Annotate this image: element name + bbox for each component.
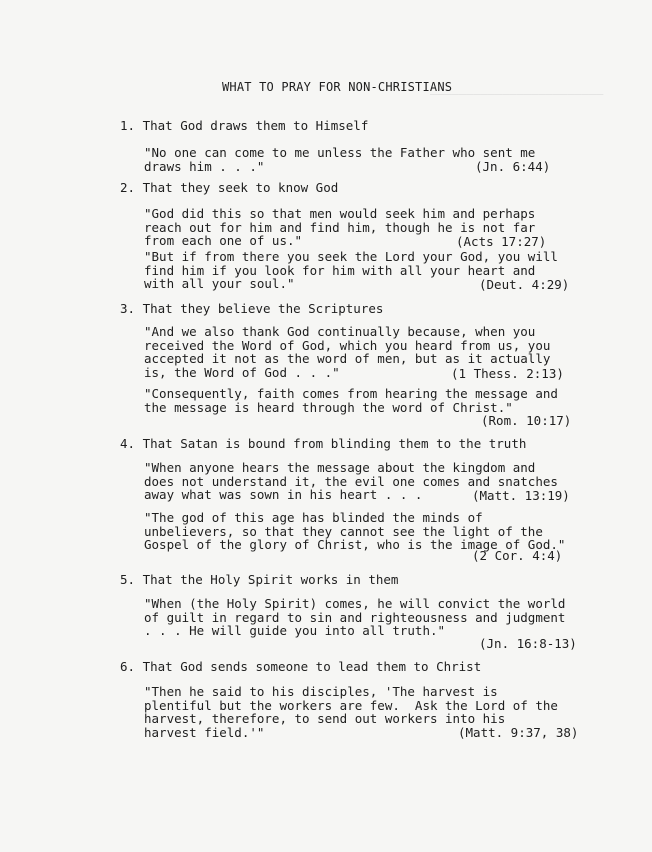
quote-line: received the Word of God, which you heard from us, you <box>144 337 551 353</box>
quote-line: "Consequently, faith comes from hearing the message and <box>144 386 558 401</box>
reverse-bleed-through: ________________________ <box>430 81 604 95</box>
quote-line: does not understand it, the evil one comes and snatches <box>144 473 558 489</box>
quote-line: from each one of us." <box>144 233 303 248</box>
scripture-quote <box>144 387 584 414</box>
quote-line: . . . He will guide you into all truth." <box>144 623 446 638</box>
scripture-reference: (Jn. 6:44) <box>475 159 551 174</box>
quote-line: harvest, therefore, to send out workers into his <box>144 711 506 726</box>
scripture-quote <box>144 597 584 638</box>
quote-line: plentiful but the workers are few. Ask the Lord of the <box>144 697 558 713</box>
scripture-reference: (Matt. 9:37, 38) <box>458 725 579 740</box>
quote-line: accepted it not as the word of men, but as it actually <box>144 351 551 366</box>
quote-line: is, the Word of God . . ." <box>144 364 340 380</box>
prayer-item-3: 3. That they believe the Scriptures <box>120 301 384 316</box>
scripture-reference: (Matt. 13:19) <box>472 488 570 503</box>
quote-line: "And we also thank God continually because, when you <box>144 324 536 339</box>
quote-line: "When anyone hears the message about the kingdom and <box>144 460 536 475</box>
quote-line: of guilt in regard to sin and righteousness and judgment <box>144 609 566 625</box>
quote-line: find him if you look for him with all your heart and <box>144 262 536 278</box>
scripture-quote <box>144 511 584 552</box>
prayer-item-6: 6. That God sends someone to lead them to Christ <box>120 659 482 674</box>
quote-line: "Then he said to his disciples, 'The harvest is <box>144 684 498 699</box>
quote-line: "When (the Holy Spirit) comes, he will convict the world <box>144 596 566 611</box>
scripture-reference: (Deut. 4:29) <box>479 277 570 292</box>
prayer-item-2: 2. That they seek to know God <box>120 180 339 195</box>
quote-line: "No one can come to me unless the Father who sent me <box>144 145 536 160</box>
quote-line: the message is heard through the word of Christ." <box>144 399 513 415</box>
quote-line: away what was sown in his heart . . . <box>144 487 423 502</box>
scripture-reference: (Jn. 16:8-13) <box>479 636 577 651</box>
quote-line: "The god of this age has blinded the minds of <box>144 510 483 525</box>
prayer-item-5: 5. That the Holy Spirit works in them <box>120 572 399 587</box>
quote-line: draws him . . ." <box>144 158 265 174</box>
quote-line: unbelievers, so that they cannot see the light of the <box>144 523 543 539</box>
scripture-reference: (Rom. 10:17) <box>481 413 572 428</box>
quote-line: Gospel of the glory of Christ, who is the image of God." <box>144 537 566 552</box>
scripture-reference: (2 Cor. 4:4) <box>472 548 563 563</box>
scripture-reference: (Acts 17:27) <box>456 234 547 249</box>
quote-line: with all your soul." <box>144 276 295 291</box>
quote-line: reach out for him and find him, though he is not far <box>144 219 536 235</box>
page-title: WHAT TO PRAY FOR NON-CHRISTIANS <box>222 80 453 94</box>
quote-line: harvest field.'" <box>144 724 265 740</box>
quote-line: "But if from there you seek the Lord your God, you will <box>144 249 558 264</box>
prayer-item-4: 4. That Satan is bound from blinding them to the truth <box>120 436 527 451</box>
prayer-item-1: 1. That God draws them to Himself <box>120 118 369 133</box>
scripture-reference: (1 Thess. 2:13) <box>451 366 564 381</box>
quote-line: "God did this so that men would seek him and perhaps <box>144 206 536 221</box>
